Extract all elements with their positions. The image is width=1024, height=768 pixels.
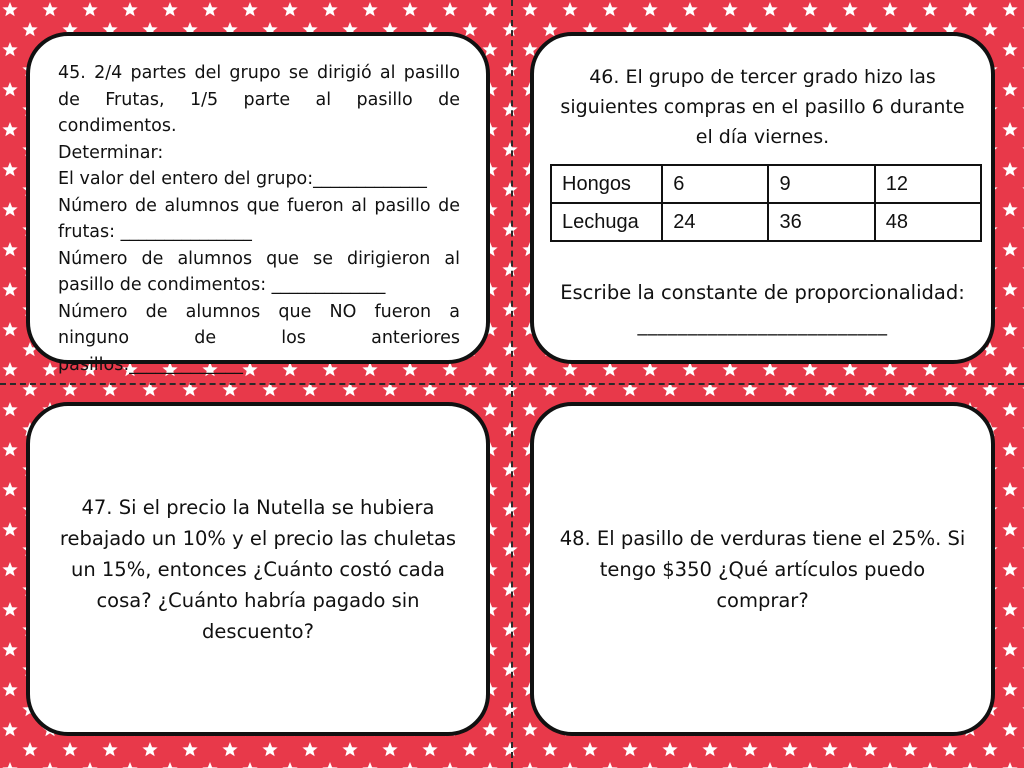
q45-line-3: El valor del entero del grupo:_____________ [58,169,427,189]
question-48-text: 48. El pasillo de verduras tiene el 25%. Si tengo $350 ¿Qué artículos puedo comprar? [559,526,966,612]
question-45-text [58,60,460,378]
constant-prompt: Escribe la constante de proporcionalidad: [560,281,965,304]
cut-line-horizontal [0,383,1024,385]
table-cell: 24 [662,203,768,241]
task-card-45 [26,32,490,375]
table-row [551,203,981,241]
question-46-heading: 46. El grupo de tercer grado hizo las siguientes compras en el pasillo 6 durante el día viernes. [560,66,965,148]
proportionality-table [550,164,982,242]
q45-line-4: Número de alumnos que fueron al pasillo de frutas: _______________ [58,195,460,242]
q45-line-2: Determinar: [58,142,164,163]
table-row [551,165,981,203]
table-cell: Hongos [551,165,662,203]
task-card-47 [26,402,490,736]
table-cell: 9 [768,165,874,203]
table-cell: 12 [875,165,981,203]
table-cell: 6 [662,165,768,203]
task-card-48 [530,402,995,736]
q45-line-1: 45. 2/4 partes del grupo se dirigió al pasillo de Frutas, 1/5 parte al pasillo de condimentos. [58,63,460,136]
table-cell: Lechuga [551,203,662,241]
constant-answer-blank: _________________________ [637,314,888,336]
q45-line-5: Número de alumnos que se dirigieron al pasillo de condimentos: _____________ [58,248,460,295]
table-cell: 48 [875,203,981,241]
q45-line-6: Número de alumnos que NO fueron a ninguno de los anteriores pasillos:_____________ [58,301,460,375]
task-card-46 [530,32,995,364]
question-47-text: 47. Si el precio la Nutella se hubiera rebajado un 10% y el precio las chuletas un 15%, entonces ¿Cuánto costó cada cosa? ¿Cuánto habría pagado sin descuento? [59,495,457,643]
table-cell: 36 [768,203,874,241]
